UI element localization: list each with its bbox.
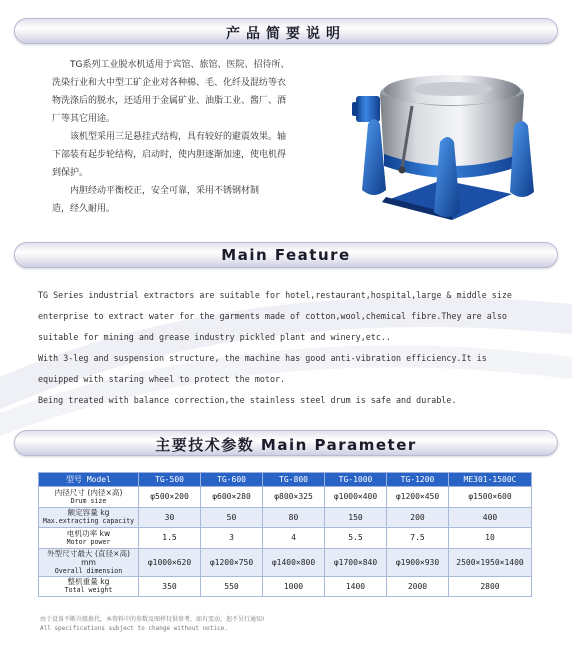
table-cell: φ1400×800 xyxy=(263,548,325,576)
section-title-main-feature: Main Feature xyxy=(221,246,351,264)
table-header-row xyxy=(39,473,532,487)
table-cell: φ1900×930 xyxy=(387,548,449,576)
row-label-total-weight xyxy=(39,576,139,597)
table-cell: φ500×200 xyxy=(139,487,201,508)
main-feature-text xyxy=(38,285,538,411)
row-label-en: Overall dimension xyxy=(54,566,123,575)
row-label-overall-dimension xyxy=(39,548,139,576)
row-label-cn: 内径尺寸 (内径×高) xyxy=(54,487,123,497)
main-parameter-table xyxy=(38,472,532,597)
intro-line-9: 造，经久耐用。 xyxy=(52,204,116,214)
section-banner-product-intro xyxy=(14,18,558,44)
table-cell: 2500×1950×1400 xyxy=(449,548,532,576)
table-cell: 1.5 xyxy=(139,528,201,549)
intro-line-6: 下部装有起步轮结构，启动时，使内胆逐渐加速，使电机得 xyxy=(52,150,287,160)
feature-line-4: With 3-leg and suspension structure, the machine has good anti-vibration efficiency.It is xyxy=(38,353,487,363)
intro-line-7: 到保护。 xyxy=(52,168,89,178)
intro-line-8: 内胆经动平衡校正，安全可靠，采用不锈钢材制 xyxy=(70,186,260,196)
table-row xyxy=(39,507,532,528)
table-cell: 2000 xyxy=(387,576,449,597)
table-cell: 80 xyxy=(263,507,325,528)
table-cell: φ600×280 xyxy=(201,487,263,508)
feature-line-3: suitable for mining and grease industry pickled plant and winery,etc.. xyxy=(38,332,391,342)
table-row xyxy=(39,548,532,576)
table-row xyxy=(39,487,532,508)
row-label-en: Total weight xyxy=(64,586,113,595)
table-cell: φ800×325 xyxy=(263,487,325,508)
table-row xyxy=(39,576,532,597)
intro-line-3: 物洗涤后的脱水，还适用于金属矿业、油脂工业、酱厂、酒 xyxy=(52,96,287,106)
table-cell: 200 xyxy=(387,507,449,528)
table-cell: φ1000×620 xyxy=(139,548,201,576)
table-cell: 30 xyxy=(139,507,201,528)
lever-knob xyxy=(399,167,406,174)
table-cell: 4 xyxy=(263,528,325,549)
row-label-drum-size xyxy=(39,487,139,508)
table-cell: 2800 xyxy=(449,576,532,597)
table-cell: 50 xyxy=(201,507,263,528)
product-intro-text xyxy=(52,56,337,218)
header-me301-1500c: ME301-1500C xyxy=(449,473,532,487)
feature-line-2: enterprise to extract water for the garments made of cotton,wool,chemical fibre.They are also xyxy=(38,311,507,321)
header-tg-800: TG-800 xyxy=(263,473,325,487)
table-cell: 1000 xyxy=(263,576,325,597)
row-label-cn: 电机功率 kw xyxy=(66,528,111,538)
motor xyxy=(356,96,380,122)
header-model: 型号 Model xyxy=(39,473,139,487)
table-cell: 3 xyxy=(201,528,263,549)
table-cell: φ1500×600 xyxy=(449,487,532,508)
table-cell: 5.5 xyxy=(325,528,387,549)
table-cell: 150 xyxy=(325,507,387,528)
section-title-product-intro: 产品简要说明 xyxy=(226,26,346,42)
motor-cap xyxy=(352,102,358,116)
row-label-capacity xyxy=(39,507,139,528)
table-cell: φ1000×400 xyxy=(325,487,387,508)
header-tg-600: TG-600 xyxy=(201,473,263,487)
section-title-main-parameter: 主要技术参数 Main Parameter xyxy=(155,436,417,454)
table-row xyxy=(39,528,532,549)
industrial-extractor-illustration xyxy=(342,62,542,224)
section-banner-main-feature xyxy=(14,242,558,268)
row-label-en: Drum size xyxy=(70,496,107,505)
row-label-cn: 整机重量 kg xyxy=(67,577,110,587)
table-cell: 350 xyxy=(139,576,201,597)
row-label-en: Max.extracting capacity xyxy=(42,517,135,526)
header-tg-500: TG-500 xyxy=(139,473,201,487)
table-cell: 550 xyxy=(201,576,263,597)
row-label-motor-power xyxy=(39,528,139,549)
drum-lid-top xyxy=(412,82,492,96)
feature-line-6: Being treated with balance correction,the stainless steel drum is safe and durable. xyxy=(38,395,457,405)
row-label-en: Motor power xyxy=(66,537,111,546)
feature-line-1: TG Series industrial extractors are suitable for hotel,restaurant,hospital,large & middle size xyxy=(38,290,512,300)
notice-en: All specifications subject to change without notice. xyxy=(40,625,228,632)
feature-line-5: equipped with staring wheel to protect the motor. xyxy=(38,374,286,384)
header-tg-1000: TG-1000 xyxy=(325,473,387,487)
intro-line-1: TG系列工业脱水机适用于宾馆、旅馆、医院、招待所、 xyxy=(70,60,290,70)
intro-line-2: 洗染行业和大中型工矿企业对各种棉、毛、化纤及混纺等衣 xyxy=(52,78,287,88)
table-cell: φ1700×840 xyxy=(325,548,387,576)
table-cell: φ1200×750 xyxy=(201,548,263,576)
table-cell: 10 xyxy=(449,528,532,549)
intro-line-4: 厂等其它用途。 xyxy=(52,114,116,124)
row-label-cn: 外型尺寸最大 (直径×高) mm xyxy=(46,548,131,567)
row-label-cn: 额定容量 kg xyxy=(67,508,110,518)
table-cell: φ1200×450 xyxy=(387,487,449,508)
header-tg-1200: TG-1200 xyxy=(387,473,449,487)
notice-cn: 由于设备不断升级换代，本资料中的参数及图样仅供参考，如有变动，恕不另行通知! xyxy=(40,616,265,623)
table-cell: 7.5 xyxy=(387,528,449,549)
table-cell: 400 xyxy=(449,507,532,528)
table-cell: 1400 xyxy=(325,576,387,597)
section-banner-main-parameter xyxy=(14,430,558,456)
intro-line-5: 该机型采用三足悬挂式结构，具有较好的避震效果。轴 xyxy=(70,132,287,142)
